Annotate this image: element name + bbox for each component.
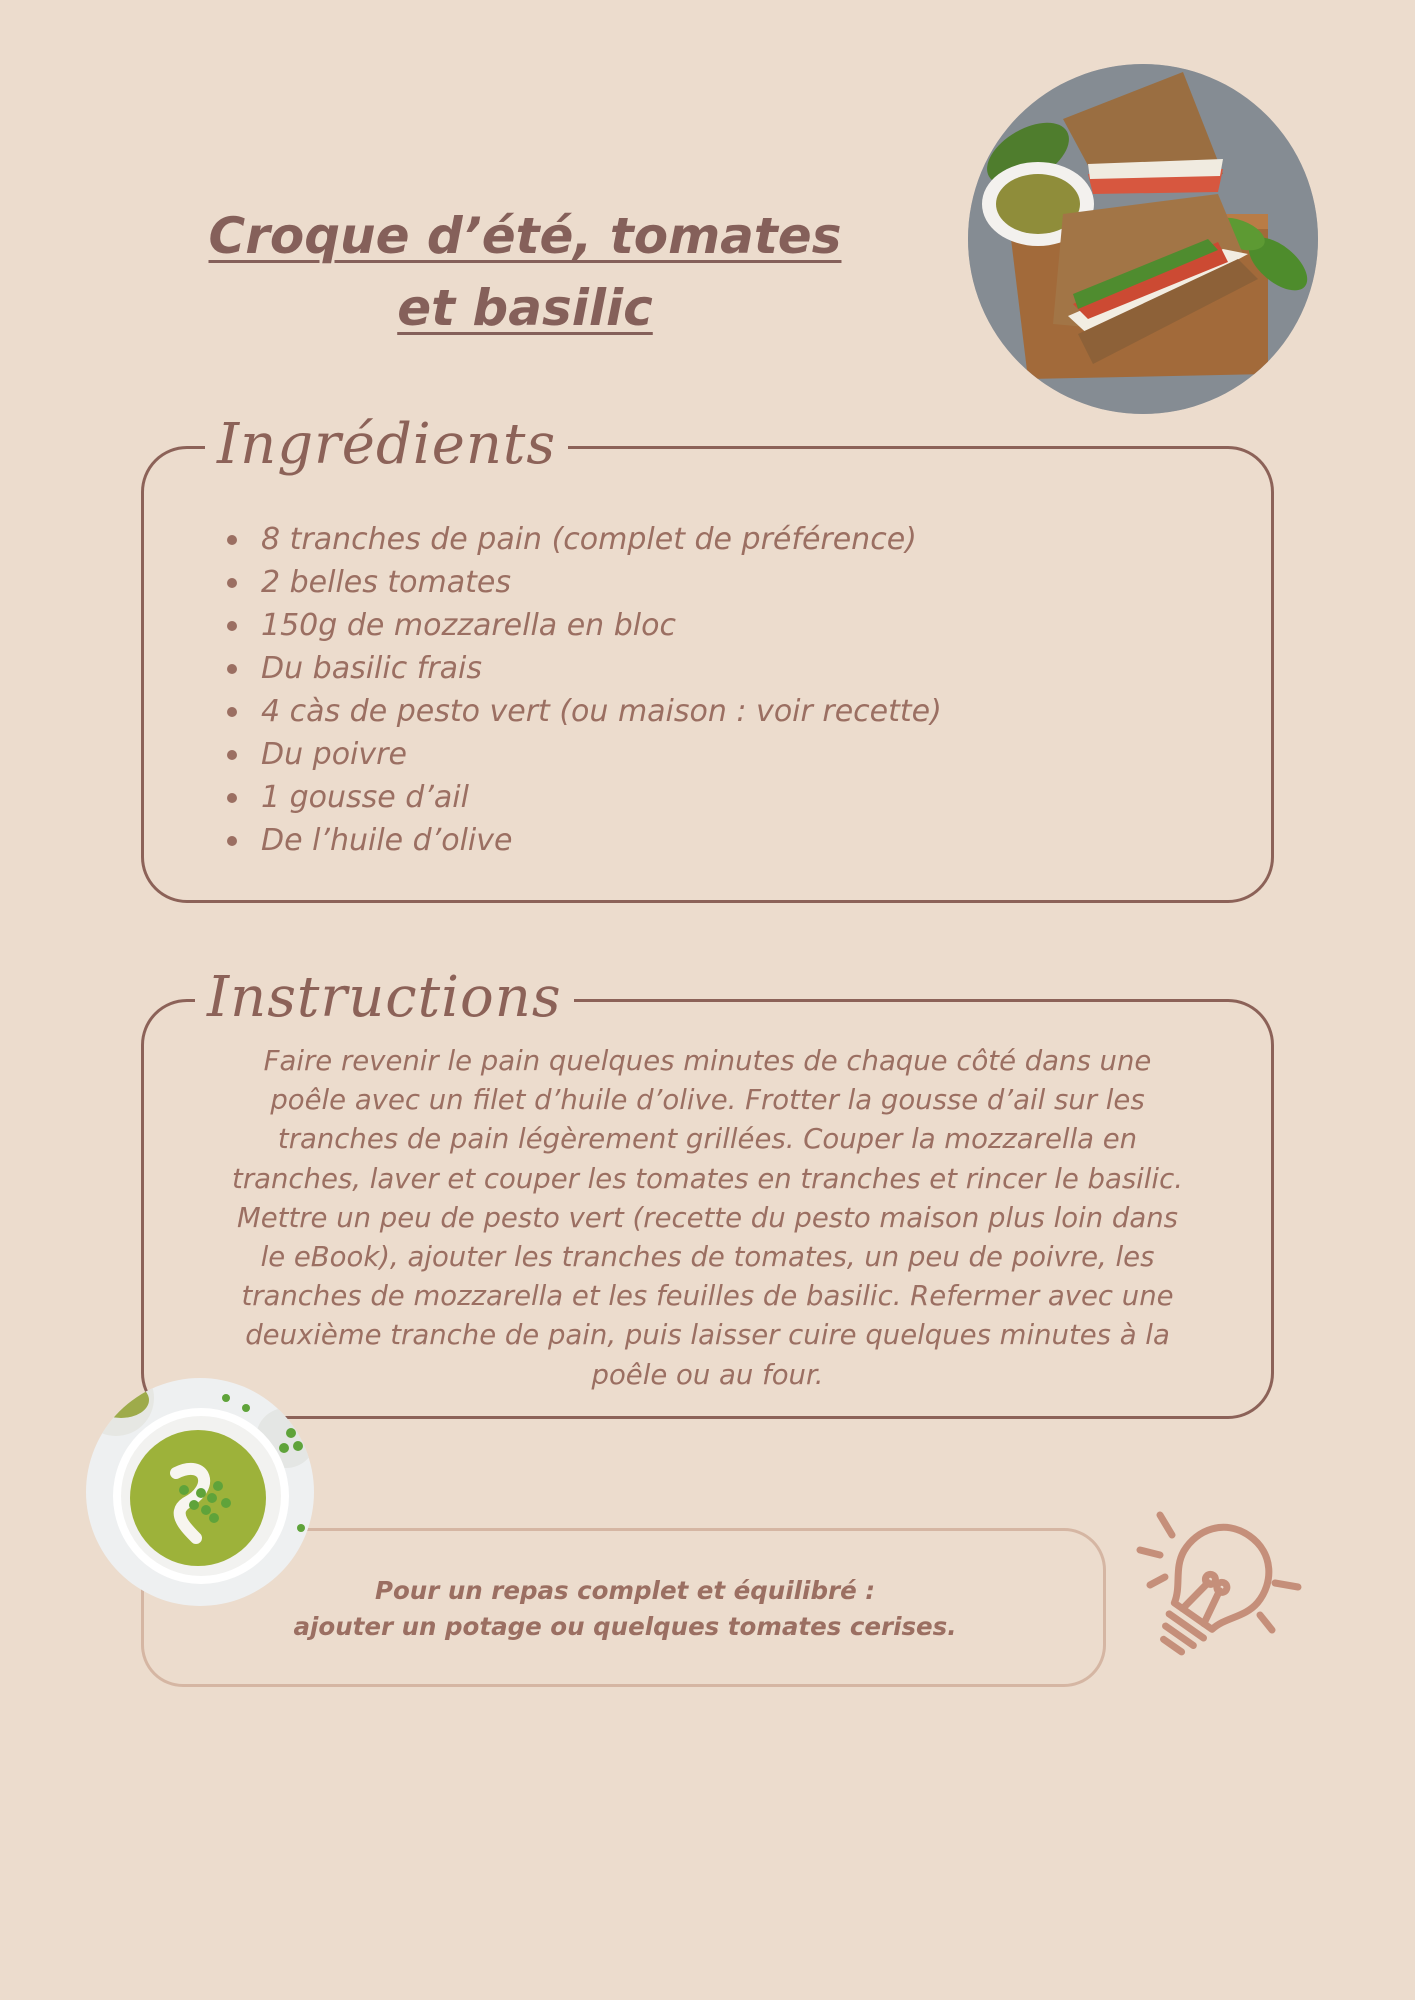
instructions-line: tranches de pain légèrement grillées. Couper la mozzarella en	[277, 1123, 1138, 1156]
lightbulb-icon	[1130, 1505, 1305, 1685]
recipe-title-line-2: et basilic	[397, 279, 653, 337]
ingredient-item: 1 gousse d’ail	[225, 776, 942, 819]
instructions-line: deuxième tranche de pain, puis laisser cuire quelques minutes à la	[245, 1319, 1170, 1352]
instructions-line: tranches, laver et couper les tomates en tranches et rincer le basilic.	[232, 1162, 1183, 1195]
instructions-line: le eBook), ajouter les tranches de tomates, un peu de poivre, les	[260, 1241, 1155, 1274]
pea-soup-photo	[86, 1378, 314, 1606]
tip-text	[200, 1573, 1050, 1645]
instructions-line: poêle avec un filet d’huile d’olive. Frotter la gousse d’ail sur les	[270, 1084, 1145, 1117]
recipe-title	[160, 200, 890, 344]
ingredient-item: Du poivre	[225, 733, 942, 776]
sandwich-photo	[968, 64, 1318, 414]
ingredients-heading: Ingrédients	[205, 410, 568, 480]
instructions-text	[200, 1042, 1215, 1395]
recipe-title-line-1: Croque d’été, tomates	[208, 207, 842, 265]
instructions-line: Mettre un peu de pesto vert (recette du pesto maison plus loin dans	[237, 1201, 1178, 1234]
tip-line-1: Pour un repas complet et équilibré :	[374, 1576, 876, 1605]
ingredient-item: 8 tranches de pain (complet de préférence)	[225, 518, 942, 561]
instructions-line: tranches de mozzarella et les feuilles de basilic. Refermer avec une	[241, 1280, 1174, 1313]
ingredients-list	[225, 518, 942, 862]
ingredient-item: De l’huile d’olive	[225, 819, 942, 862]
ingredient-item: Du basilic frais	[225, 647, 942, 690]
instructions-line: poêle ou au four.	[591, 1358, 824, 1391]
ingredient-item: 150g de mozzarella en bloc	[225, 604, 942, 647]
ingredient-item: 2 belles tomates	[225, 561, 942, 604]
instructions-heading: Instructions	[195, 963, 574, 1033]
ingredient-item: 4 càs de pesto vert (ou maison : voir recette)	[225, 690, 942, 733]
instructions-line: Faire revenir le pain quelques minutes de chaque côté dans une	[263, 1045, 1152, 1077]
tip-line-2: ajouter un potage ou quelques tomates cerises.	[293, 1612, 957, 1641]
